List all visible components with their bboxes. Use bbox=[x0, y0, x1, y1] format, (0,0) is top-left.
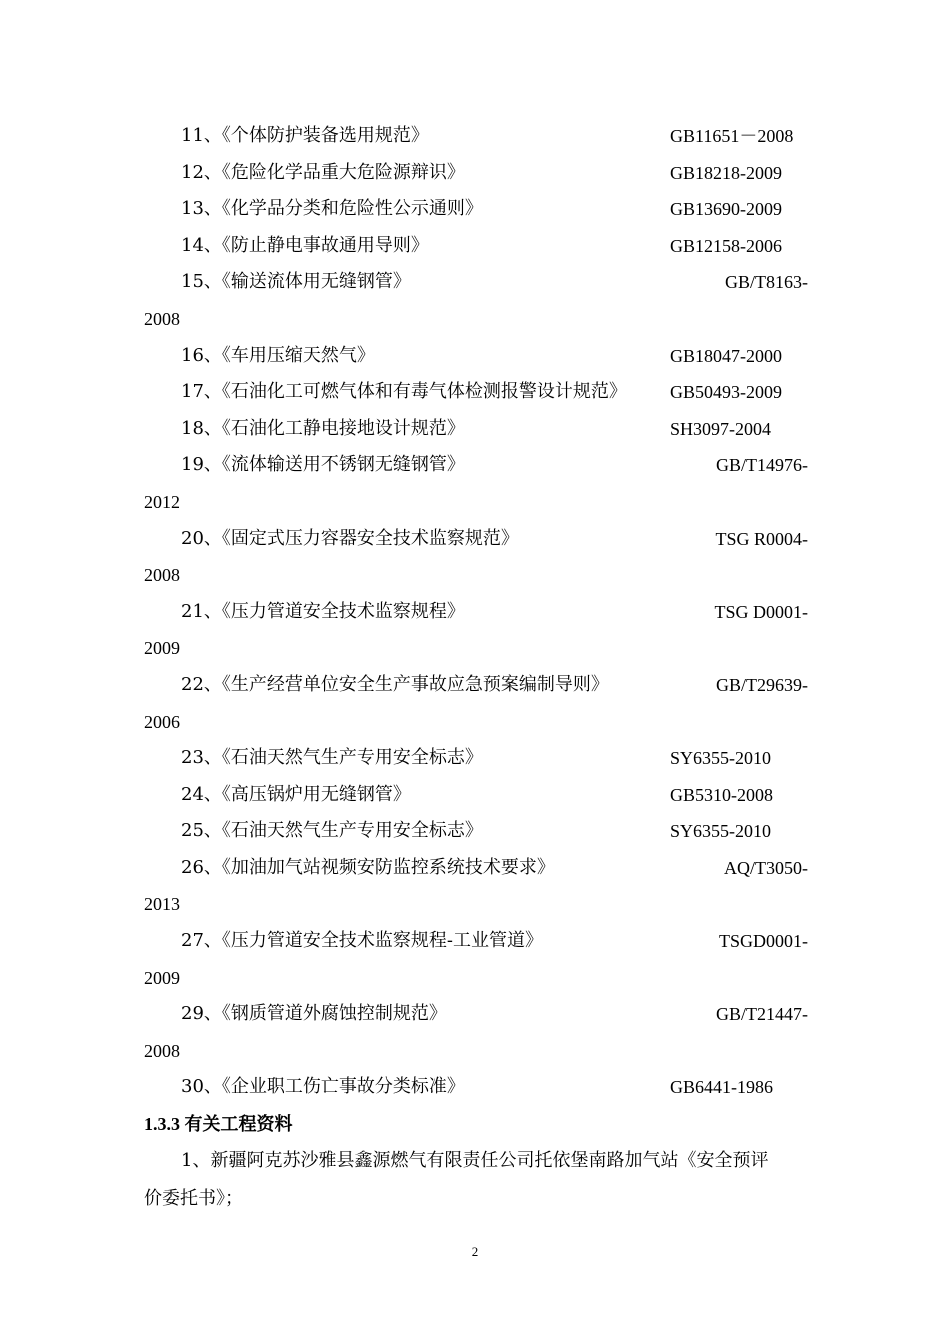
standard-line bbox=[144, 996, 808, 1033]
standard-line bbox=[144, 813, 808, 850]
standard-code: TSG R0004- bbox=[715, 528, 808, 549]
standard-code: AQ/T3050- bbox=[724, 857, 808, 878]
standard-code: GB12158-2006 bbox=[670, 235, 782, 256]
standard-item bbox=[144, 521, 808, 594]
standard-line bbox=[144, 594, 808, 631]
standard-code: GB18047-2000 bbox=[670, 345, 782, 366]
standard-line bbox=[144, 374, 808, 411]
standard-code: GB11651－2008 bbox=[670, 126, 794, 146]
standard-code: GB/T21447- bbox=[716, 1004, 808, 1025]
standard-title: 11、《个体防护装备选用规范》 bbox=[181, 125, 429, 146]
section-number: 1.3.3 bbox=[144, 1114, 180, 1134]
standard-code: GB/T14976- bbox=[716, 455, 808, 476]
section-title: 有关工程资料 bbox=[184, 1114, 293, 1135]
standard-line bbox=[144, 923, 808, 960]
standard-code: SY6355-2010 bbox=[670, 821, 772, 842]
standard-code: SH3097-2004 bbox=[670, 418, 772, 439]
standard-item bbox=[144, 338, 808, 375]
standard-item bbox=[144, 594, 808, 667]
standard-code: GB13690-2009 bbox=[670, 199, 782, 220]
standard-code: GB/T29639- bbox=[716, 674, 808, 695]
paragraph-line: 价委托书》； bbox=[144, 1188, 243, 1209]
standard-line bbox=[144, 264, 808, 301]
standard-line bbox=[144, 191, 808, 228]
standard-title: 17、《石油化工可燃气体和有毒气体检测报警设计规范》 bbox=[181, 381, 627, 403]
standard-item bbox=[144, 118, 808, 155]
standard-title: 19、《流体输送用不锈钢无缝钢管》 bbox=[181, 454, 465, 476]
standard-title: 23、《石油天然气生产专用安全标志》 bbox=[181, 747, 483, 769]
standard-code: GB6441-1986 bbox=[670, 1077, 773, 1098]
standard-title: 15、《输送流体用无缝钢管》 bbox=[181, 271, 411, 293]
page-number: 2 bbox=[471, 1244, 479, 1259]
standard-code: GB50493-2009 bbox=[670, 382, 782, 403]
standard-line bbox=[144, 155, 808, 192]
standard-code: GB/T8163- bbox=[725, 272, 808, 293]
standard-title: 18、《石油化工静电接地设计规范》 bbox=[181, 417, 465, 439]
standard-line bbox=[144, 447, 808, 484]
standard-line bbox=[144, 1069, 808, 1106]
standard-line bbox=[144, 850, 808, 887]
standard-title: 21、《压力管道安全技术监察规程》 bbox=[181, 600, 465, 622]
standard-title: 14、《防止静电事故通用导则》 bbox=[181, 234, 429, 256]
standard-line bbox=[144, 521, 808, 558]
standard-code-continuation: 2006 bbox=[144, 711, 180, 732]
standard-line bbox=[144, 740, 808, 777]
standard-line bbox=[144, 667, 808, 704]
standard-item bbox=[144, 996, 808, 1069]
standard-code: GB18218-2009 bbox=[670, 162, 782, 183]
standard-item bbox=[144, 155, 808, 192]
standard-item bbox=[144, 191, 808, 228]
standard-title: 29、《钢质管道外腐蚀控制规范》 bbox=[181, 1003, 447, 1025]
standards-list bbox=[144, 118, 808, 1106]
standard-code-continuation: 2008 bbox=[144, 308, 180, 329]
standard-code-continuation: 2008 bbox=[144, 565, 180, 586]
standard-item bbox=[144, 447, 808, 520]
standard-code-continuation: 2012 bbox=[144, 491, 180, 512]
standard-item bbox=[144, 228, 808, 265]
standard-code: TSGD0001- bbox=[719, 931, 808, 952]
standard-item bbox=[144, 667, 808, 740]
standard-title: 24、《高压锅炉用无缝钢管》 bbox=[181, 783, 411, 805]
standard-item bbox=[144, 813, 808, 850]
standard-item bbox=[144, 740, 808, 777]
standard-code-continuation: 2013 bbox=[144, 894, 180, 915]
standard-item bbox=[144, 374, 808, 411]
standard-title: 27、《压力管道安全技术监察规程-工业管道》 bbox=[181, 930, 543, 952]
standard-item bbox=[144, 850, 808, 923]
standard-title: 12、《危险化学品重大危险源辩识》 bbox=[181, 161, 465, 183]
paragraph bbox=[144, 1142, 808, 1218]
standard-line bbox=[144, 228, 808, 265]
standard-item bbox=[144, 777, 808, 814]
standard-line bbox=[144, 118, 808, 155]
paragraph-line: 1、新疆阿克苏沙雅县鑫源燃气有限责任公司托依堡南路加气站《安全预评 bbox=[181, 1150, 769, 1171]
standard-line bbox=[144, 411, 808, 448]
standard-title: 30、《企业职工伤亡事故分类标准》 bbox=[181, 1076, 465, 1098]
standard-title: 16、《车用压缩天然气》 bbox=[181, 344, 375, 366]
standard-line bbox=[144, 338, 808, 375]
standard-item bbox=[144, 1069, 808, 1106]
standard-title: 26、《加油加气站视频安防监控系统技术要求》 bbox=[181, 856, 555, 878]
standard-code: TSG D0001- bbox=[714, 601, 808, 622]
standard-title: 22、《生产经营单位安全生产事故应急预案编制导则》 bbox=[181, 673, 609, 695]
standard-item bbox=[144, 264, 808, 337]
standard-title: 13、《化学品分类和危险性公示通则》 bbox=[181, 198, 483, 220]
standard-code: SY6355-2010 bbox=[670, 748, 772, 769]
standard-title: 20、《固定式压力容器安全技术监察规范》 bbox=[181, 527, 519, 549]
standard-line bbox=[144, 777, 808, 814]
standard-code-continuation: 2009 bbox=[144, 967, 180, 988]
standard-code-continuation: 2008 bbox=[144, 1040, 180, 1061]
standard-title: 25、《石油天然气生产专用安全标志》 bbox=[181, 820, 483, 842]
standard-item bbox=[144, 923, 808, 996]
standard-item bbox=[144, 411, 808, 448]
standard-code: GB5310-2008 bbox=[670, 784, 773, 805]
standard-code-continuation: 2009 bbox=[144, 638, 180, 659]
section-heading bbox=[144, 1106, 293, 1143]
